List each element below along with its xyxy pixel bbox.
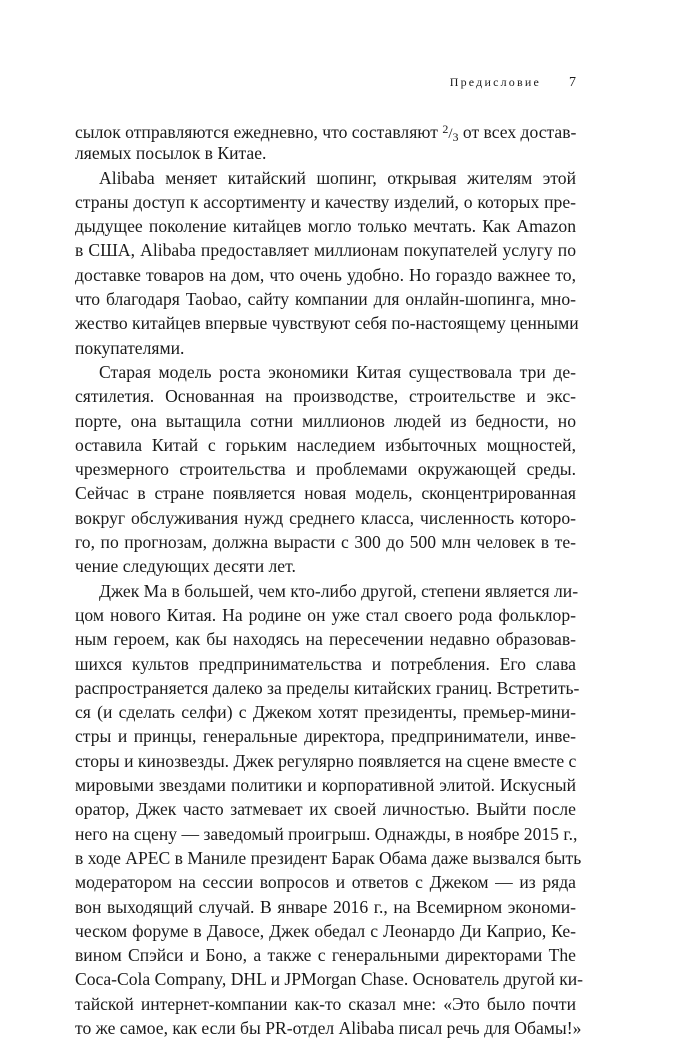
text-line: жество китайцев впервые чувствуют себя по-настоящему ценными xyxy=(75,313,579,334)
text-line: дыдущее поколение китайцев могло только мечтать. Как Amazon xyxy=(75,216,576,237)
text-line: цом нового Китая. На родине он уже стал своего рода фольклор- xyxy=(75,604,576,625)
text-line-part: сылок отправляются ежедневно, что составляют xyxy=(75,122,443,142)
text-line: шихся культов предпринимательства и потребления. Его слава xyxy=(75,653,576,674)
text-line: в ходе APEC в Маниле президент Барак Обама даже вызвался быть xyxy=(75,847,582,868)
page-number: 7 xyxy=(569,75,576,90)
text-line: порте, она вытащила сотни миллионов людей из бедности, но xyxy=(75,410,576,431)
text-line: вином Спэйси и Боно, а также с генеральными директорами The xyxy=(75,945,576,966)
text-line: сторы и кинозвезды. Джек регулярно появляется на сцене вместе с xyxy=(75,750,577,771)
section-title: Предисловие xyxy=(449,75,541,89)
text-line: Alibaba меняет китайский шопинг, открывая жителям этой xyxy=(99,167,576,188)
text-line: страны доступ к ассортименту и качеству изделий, о которых пре- xyxy=(75,191,576,212)
text-line xyxy=(75,117,577,144)
running-head xyxy=(75,75,576,91)
text-line: модератором на сессии вопросов и ответов с Джеком — из ряда xyxy=(75,872,576,893)
text-line: Джек Ма в большей, чем кто-либо другой, степени является ли- xyxy=(99,580,579,601)
fraction: 2/3 xyxy=(442,122,459,144)
text-line: Coca-Cola Company, DHL и JPMorgan Chase. Основатель другой ки- xyxy=(75,969,584,990)
text-line: Старая модель роста экономики Китая существовала три де- xyxy=(99,361,576,382)
text-line: в США, Alibaba предоставляет миллионам покупателей услугу по xyxy=(75,240,576,261)
text-line: ческом форуме в Давосе, Джек обедал с Леонардо Ди Каприо, Ке- xyxy=(75,920,576,941)
text-line: то же самое, как если бы PR-отдел Alibaba писал речь для Обамы!» xyxy=(75,1017,582,1038)
text-line: го, по прогнозам, должна вырасти с 300 до 500 млн человек в те- xyxy=(75,532,576,553)
text-line: ным героем, как бы находясь на пересечении недавно образовав- xyxy=(75,629,576,650)
text-line: него на сцену — заведомый проигрыш. Однажды, в ноябре 2015 г., xyxy=(75,823,578,844)
text-line: ся (и сделать селфи) с Джеком хотят президенты, премьер-мини- xyxy=(75,702,576,723)
text-line: сятилетия. Основанная на производстве, строительстве и экс- xyxy=(75,386,576,407)
text-line: вон выходящий случай. В январе 2016 г., на Всемирном экономи- xyxy=(75,896,576,917)
text-line: что благодаря Taobao, сайту компании для онлайн-шопинга, мно- xyxy=(75,289,576,310)
text-line: мировыми звездами политики и корпоративной элитой. Искусный xyxy=(75,775,576,796)
text-line: доставке товаров на дом, что очень удобно. Но гораздо важнее то, xyxy=(75,264,576,285)
text-line: распространяется далеко за пределы китайских границ. Встретить- xyxy=(75,677,580,698)
text-line: оставила Китай с горьким наследием избыточных мощностей, xyxy=(75,434,576,455)
text-line: чение следующих десяти лет. xyxy=(75,556,296,577)
text-line-part: от всех достав- xyxy=(458,122,577,142)
text-line: Сейчас в стране появляется новая модель, сконцентрированная xyxy=(75,483,576,504)
text-line: чрезмерного строительства и проблемами окружающей среды. xyxy=(75,459,576,480)
body-text xyxy=(75,117,584,1040)
text-line: покупателями. xyxy=(75,337,185,358)
text-line: вокруг обслуживания нужд среднего класса, численность которо- xyxy=(75,507,576,528)
text-line: стры и принцы, генеральные директора, предприниматели, инве- xyxy=(75,726,576,747)
text-line: тайской интернет-компании как-то сказал мне: «Это было почти xyxy=(75,993,576,1014)
text-line: оратор, Джек часто затмевает их своей личностью. Выйти после xyxy=(75,799,576,820)
text-line: ляемых посылок в Китае. xyxy=(75,143,267,164)
